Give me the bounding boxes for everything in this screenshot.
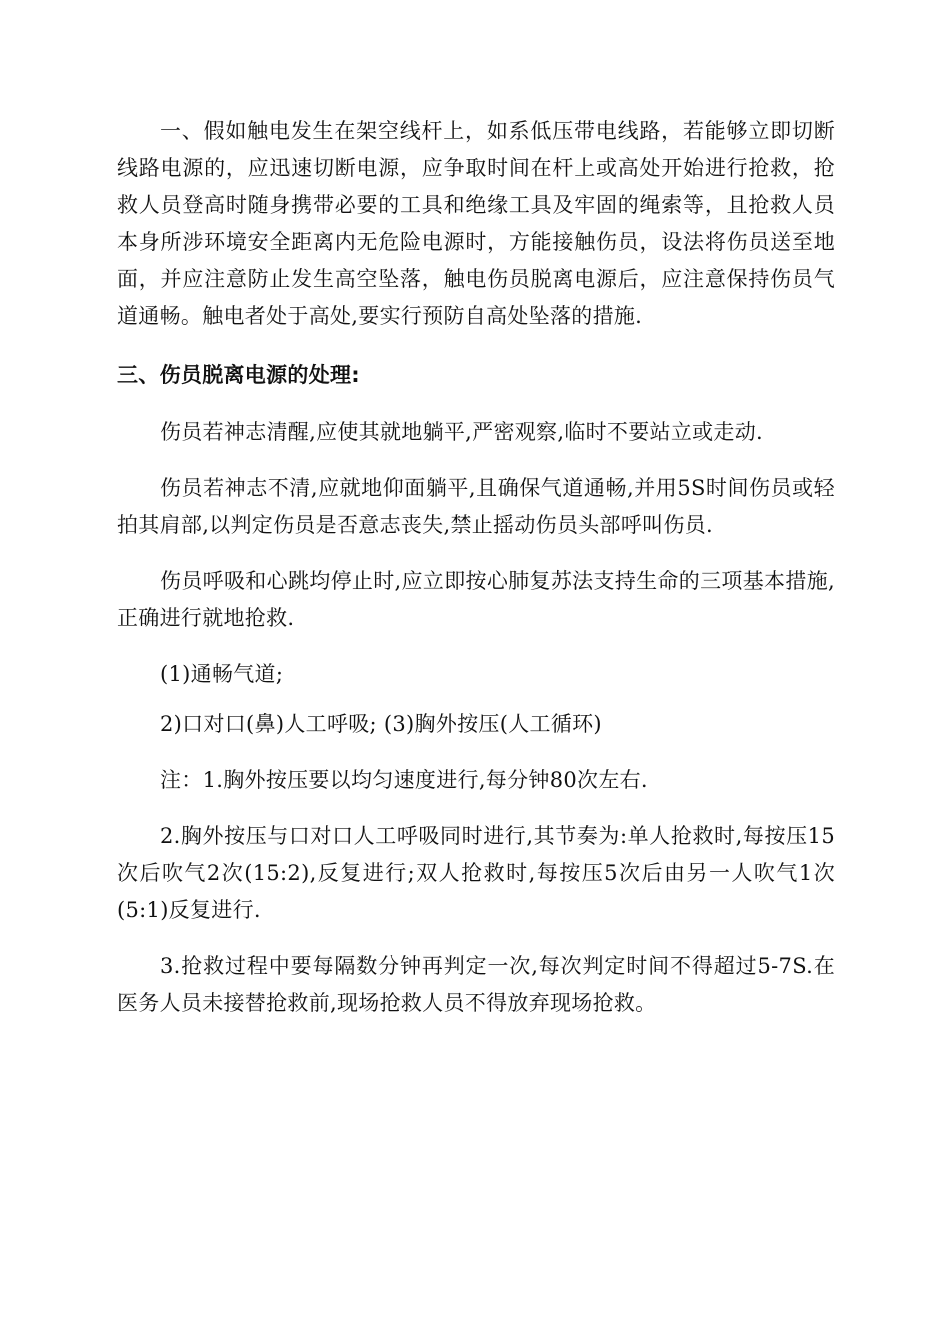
section-heading-after-power-separation: 三、伤员脱离电源的处理: [117, 363, 360, 387]
paragraph-unconscious-victim: 伤员若神志不清,应就地仰面躺平,且确保气道通畅,并用5S时间伤员或轻拍其肩部,以判定伤员是否意志丧失,禁止摇动伤员头部呼叫伤员. [117, 476, 835, 537]
paragraph-conscious-victim: 伤员若神志清醒,应使其就地躺平,严密观察,临时不要站立或走动. [160, 420, 763, 444]
paragraph-cardiac-arrest: 伤员呼吸和心跳均停止时,应立即按心肺复苏法支持生命的三项基本措施,正确进行就地抢救. [117, 569, 835, 630]
note-reassessment: 3.抢救过程中要每隔数分钟再判定一次,每次判定时间不得超过5-7S.在医务人员未接替抢救前,现场抢救人员不得放弃现场抢救。 [117, 954, 835, 1015]
list-item-rescue-breathing-compression: 2)口对口(鼻)人工呼吸; (3)胸外按压(人工循环) [160, 712, 602, 736]
note-compression-ratio: 2.胸外按压与口对口人工呼吸同时进行,其节奏为:单人抢救时,每按压15次后吹气2次(15:2),反复进行;双人抢救时,每按压5次后由另一人吹气1次(5:1)反复进行. [117, 824, 835, 922]
note-compression-rate: 注：1.胸外按压要以均匀速度进行,每分钟80次左右. [160, 768, 648, 792]
paragraph-overhead-line-rescue: 一、假如触电发生在架空线杆上，如系低压带电线路，若能够立即切断线路电源的，应迅速切断电源，应争取时间在杆上或高处开始进行抢救，抢救人员登高时随身携带必要的工具和绝缘工具及牢固的绳索等，且抢救人员本身所涉环境安全距离内无危险电源时，方能接触伤员，设法将伤员送至地面，并应注意防止发生高空坠落，触电伤员脱离电源后，应注意保持伤员气道通畅。触电者处于高处,要实行预防自高处坠落的措施. [117, 119, 835, 328]
list-item-open-airway: (1)通畅气道; [160, 662, 284, 686]
